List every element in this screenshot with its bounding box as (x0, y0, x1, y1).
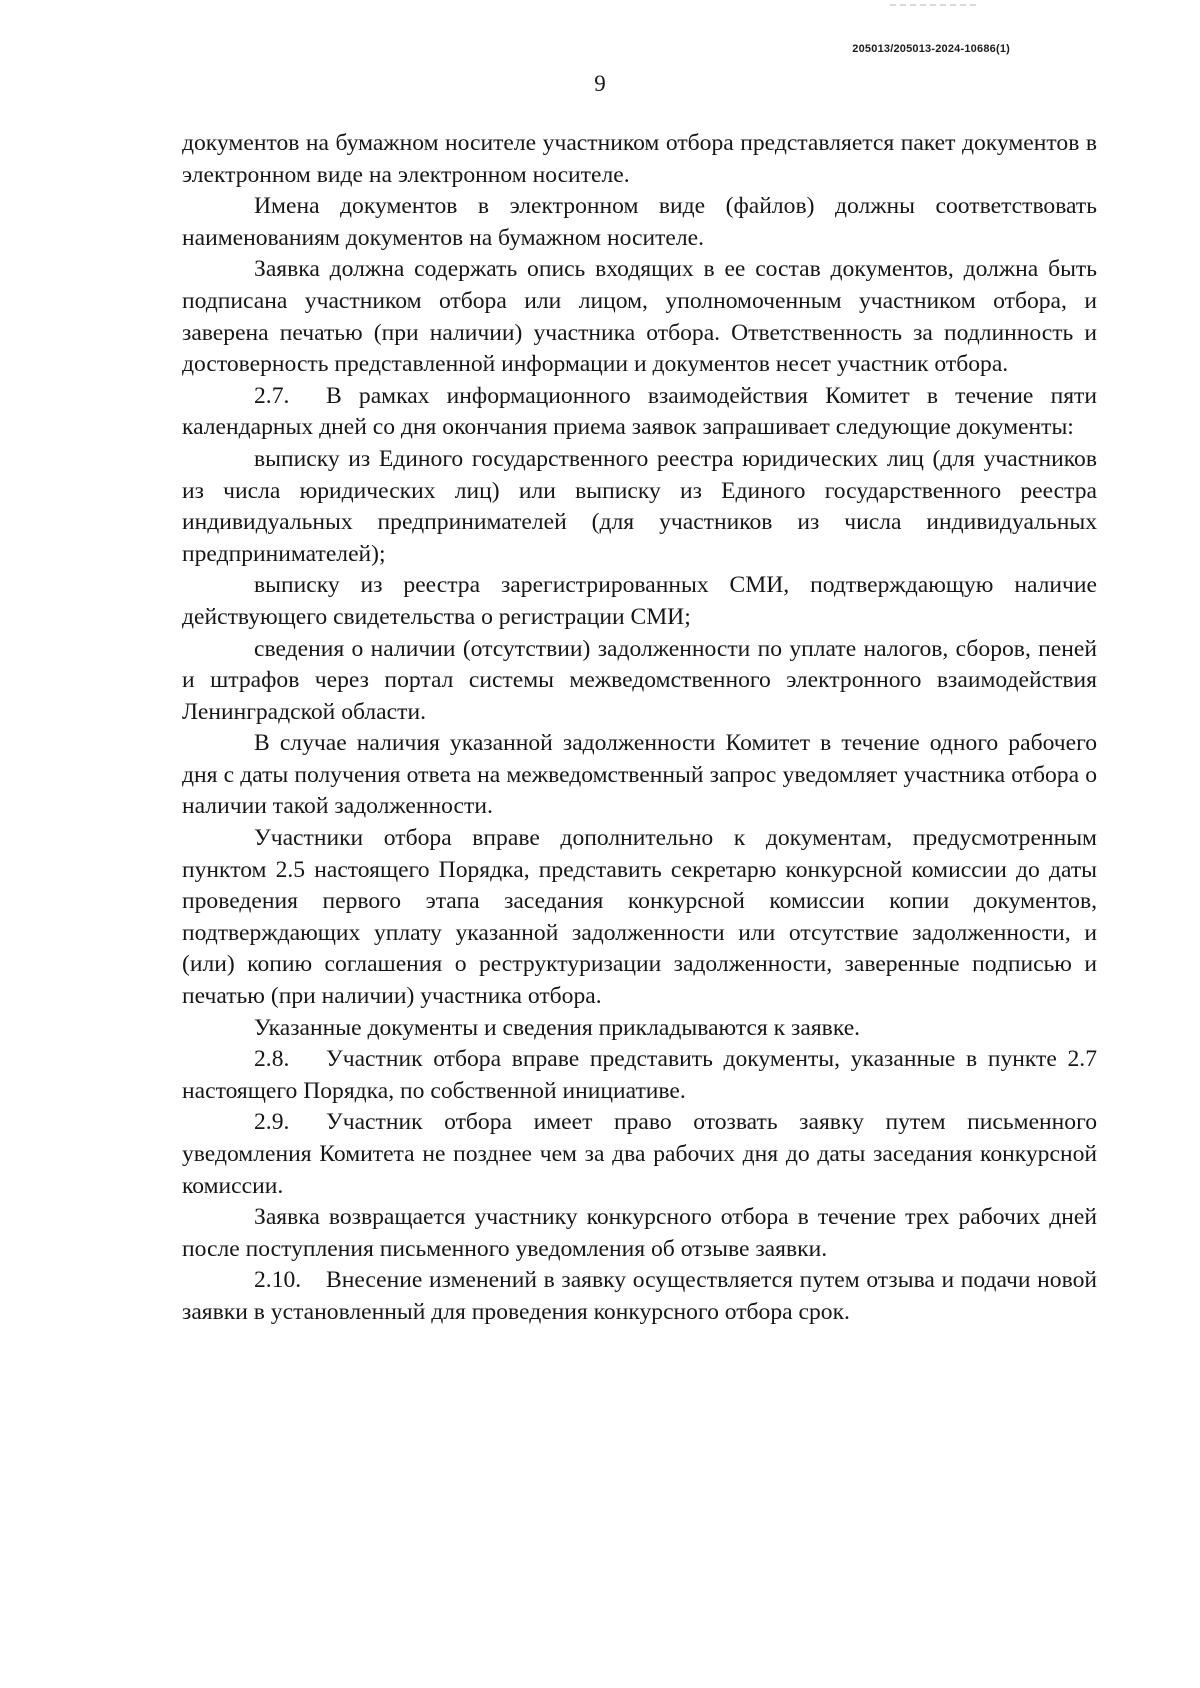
clause-number: 2.7. (254, 382, 290, 409)
paragraph-text: выписку из реестра зарегистрированных СМИ, подтверждающую наличие действующего свидетельства о регистрации СМИ; (182, 572, 1097, 630)
document-body (182, 128, 1097, 1329)
paragraph-text: Имена документов в электронном виде (файлов) должны соответствовать наименованиям документов на бумажном носителе. (182, 193, 1097, 251)
paragraph (182, 570, 1097, 633)
document-id: 205013/205013-2024-10686(1) (852, 43, 1010, 55)
paragraph-2-8 (182, 1044, 1097, 1107)
paragraph-text: Участники отбора вправе дополнительно к документам, предусмотренным пунктом 2.5 настоящего Порядка, представить секретарю конкурсной комиссии до даты проведения первого этапа заседания конкурсной комиссии копии документов, подтверждающих уплату указанной задолженности или отсутствие задолженности, и (или) копию соглашения о реструктуризации задолженности, заверенные подписью и печатью (при наличии) участника отбора. (182, 825, 1097, 1010)
paragraph-text: документов на бумажном носителе участником отбора представляется пакет документов в электронном виде на электронном носителе. (182, 130, 1097, 188)
paragraph-text: выписку из Единого государственного реестра юридических лиц (для участников из числа юридических лиц) или выписку из Единого государственного реестра индивидуальных предпринимателей (для участников из числа индивидуальных предпринимателей); (182, 445, 1097, 567)
paragraph (182, 128, 1097, 191)
page-number: 9 (594, 71, 606, 96)
paragraph-text: сведения о наличии (отсутствии) задолженности по уплате налогов, сборов, пеней и штрафов через портал системы межведомственного электронного взаимодействия Ленинградской области. (182, 635, 1097, 725)
paragraph-2-9 (182, 1107, 1097, 1202)
paragraph (182, 634, 1097, 729)
paragraph-2-10 (182, 1265, 1097, 1328)
paragraph (182, 444, 1097, 570)
paragraph-text: Участник отбора имеет право отозвать заявку путем письменного уведомления Комитета не позднее чем за два рабочих дня до даты заседания конкурсной комиссии. (182, 1109, 1097, 1199)
paragraph-text: В случае наличия указанной задолженности Комитет в течение одного рабочего дня с даты получения ответа на межведомственный запрос уведомляет участника отбора о наличии такой задолженности. (182, 730, 1097, 820)
paragraph (182, 728, 1097, 823)
clause-number: 2.8. (254, 1046, 290, 1073)
paragraph-text: Заявка должна содержать опись входящих в ее состав документов, должна быть подписана участником отбора или лицом, уполномоченным участником отбора, и заверена печатью (при наличии) участника отбора. Ответственность за подлинность и достоверность представленной информации и документов несет участник отбора. (182, 256, 1097, 378)
paragraph-text: Внесение изменений в заявку осуществляется путем отзыва и подачи новой заявки в установленный для проведения конкурсного отбора срок. (182, 1267, 1097, 1325)
paragraph (182, 191, 1097, 254)
paragraph-2-7 (182, 381, 1097, 444)
paragraph-text: Заявка возвращается участнику конкурсного отбора в течение трех рабочих дней после поступления письменного уведомления об отзыве заявки. (182, 1204, 1097, 1262)
clause-number: 2.10. (254, 1267, 302, 1294)
paragraph-text: Участник отбора вправе представить документы, указанные в пункте 2.7 настоящего Порядка, по собственной инициативе. (182, 1046, 1097, 1104)
paragraph (182, 1013, 1097, 1045)
paragraph-text: В рамках информационного взаимодействия Комитет в течение пяти календарных дней со дня окончания приема заявок запрашивает следующие документы: (182, 382, 1097, 441)
paragraph (182, 823, 1097, 1013)
paragraph (182, 1202, 1097, 1265)
scan-artifact (890, 4, 980, 6)
paragraph-text: Указанные документы и сведения прикладываются к заявке. (254, 1014, 861, 1041)
paragraph (182, 254, 1097, 380)
clause-number: 2.9. (254, 1109, 290, 1136)
